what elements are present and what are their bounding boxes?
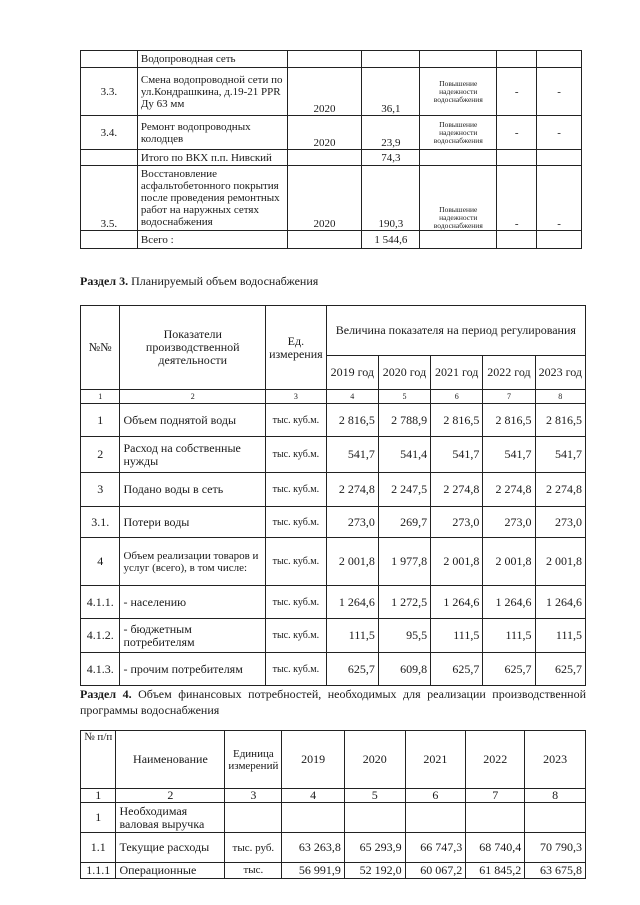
table-row: 3.1. Потери воды тыс. куб.м. 273,0 269,7 273,0 273,0 273,0 bbox=[81, 507, 586, 538]
table-row: 2 Расход на собственные нужды тыс. куб.м. 541,7 541,4 541,7 541,7 541,7 bbox=[81, 437, 586, 473]
table-row: 4.1.3. - прочим потребителям тыс. куб.м. 625,7 609,8 625,7 625,7 625,7 bbox=[81, 653, 586, 686]
cell-name: Ремонт водопроводных колодцев bbox=[137, 116, 287, 150]
cell-name: Итого по ВКХ п.п. Нивский bbox=[137, 150, 287, 166]
cell-name: Всего : bbox=[137, 231, 287, 249]
column-numbers-row: 1 2 3 4 5 6 7 8 bbox=[81, 390, 586, 404]
table-row: 4 Объем реализации товаров и услуг (всего), в том числе: тыс. куб.м. 2 001,8 1 977,8 2 001,8 2 001,8 2 001,8 bbox=[81, 538, 586, 586]
table-row bbox=[81, 51, 582, 68]
table-row: Итого по ВКХ п.п. Нивский 74,3 bbox=[81, 150, 582, 166]
cell-name: Водопроводная сеть bbox=[137, 51, 287, 68]
year-header: 2019 bbox=[282, 731, 345, 789]
year-header: 2023 bbox=[525, 731, 586, 789]
table-row: 3 Подано воды в сеть тыс. куб.м. 2 274,8 2 247,5 2 274,8 2 274,8 2 274,8 bbox=[81, 473, 586, 507]
table-row: 1.1.1 Операционные тыс. 56 991,9 52 192,0 60 067,2 61 845,2 63 675,8 bbox=[81, 863, 586, 879]
table-row: 3.5. Восстановление асфальтобетонного покрытия после проведения ремонтных работ на наружных сетях водоснабжения 2020 190,3 Повышение надежности водоснабжения - - bbox=[81, 166, 582, 231]
year-header: 2021 год bbox=[431, 356, 483, 390]
period-header: Величина показателя на период регулирования bbox=[326, 306, 585, 356]
table-row: 1 Необходимая валовая выручка bbox=[81, 803, 586, 833]
year-header: 2019 год bbox=[326, 356, 378, 390]
column-numbers-row: 1 2 3 4 5 6 7 8 bbox=[81, 789, 586, 803]
col-num-header: №№ bbox=[81, 306, 120, 390]
year-header: 2022 bbox=[466, 731, 525, 789]
financial-needs-table bbox=[80, 730, 586, 879]
water-volume-table bbox=[80, 305, 586, 686]
col-unit-header: Ед. измерения bbox=[266, 306, 327, 390]
year-header: 2020 bbox=[344, 731, 405, 789]
section4-heading: Раздел 4. Объем финансовых потребностей, необходимых для реализации производственной программы водоснабжения bbox=[80, 687, 586, 717]
col-unit-header: Единица измерений bbox=[225, 731, 282, 789]
section3-heading: Раздел 3. Планируемый объем водоснабжения bbox=[80, 274, 319, 288]
year-header: 2023 год bbox=[535, 356, 585, 390]
col-name-header: Показатели производственной деятельности bbox=[120, 306, 266, 390]
cell-name: Восстановление асфальтобетонного покрытия после проведения ремонтных работ на наружных сетях водоснабжения bbox=[137, 166, 287, 231]
table-row: 1.1 Текущие расходы тыс. руб. 63 263,8 65 293,9 66 747,3 68 740,4 70 790,3 bbox=[81, 833, 586, 863]
col-num-header: № п/п bbox=[81, 731, 116, 789]
investment-measures-table bbox=[80, 50, 582, 249]
cell-name: Смена водопроводной сети по ул.Кондрашкина, д.19-21 PPR Ду 63 мм bbox=[137, 68, 287, 116]
table-row: 3.4. Ремонт водопроводных колодцев 2020 23,9 Повышение надежности водоснабжения - - bbox=[81, 116, 582, 150]
year-header: 2022 год bbox=[483, 356, 535, 390]
year-header: 2020 год bbox=[378, 356, 430, 390]
table-row: 4.1.1. - населению тыс. куб.м. 1 264,6 1 272,5 1 264,6 1 264,6 1 264,6 bbox=[81, 586, 586, 619]
col-name-header: Наименование bbox=[116, 731, 225, 789]
table-row: 3.3. Смена водопроводной сети по ул.Кондрашкина, д.19-21 PPR Ду 63 мм 2020 36,1 Повышение надежности водоснабжения - - bbox=[81, 68, 582, 116]
table-row: 4.1.2. - бюджетным потребителям тыс. куб.м. 111,5 95,5 111,5 111,5 111,5 bbox=[81, 619, 586, 653]
table-row: Всего : 1 544,6 bbox=[81, 231, 582, 249]
table-row: 1 Объем поднятой воды тыс. куб.м. 2 816,5 2 788,9 2 816,5 2 816,5 2 816,5 bbox=[81, 404, 586, 437]
year-header: 2021 bbox=[405, 731, 466, 789]
